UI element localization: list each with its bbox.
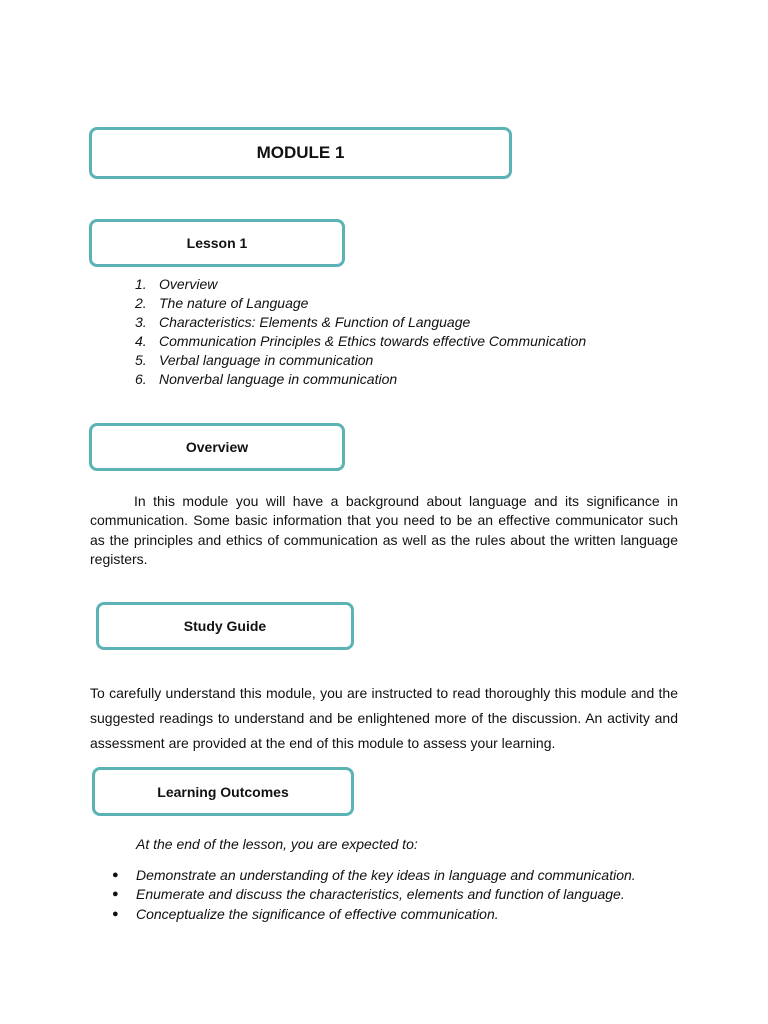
topic-number: 2. [135, 294, 147, 311]
learning-outcomes-list [112, 866, 636, 924]
bullet-icon: ● [112, 869, 119, 881]
lesson-topic-list [135, 275, 586, 388]
outcome-item [112, 905, 636, 924]
learning-outcomes-intro: At the end of the lesson, you are expected to: [136, 836, 418, 852]
study-guide-heading-box [96, 602, 354, 650]
overview-heading-box [89, 423, 345, 471]
topic-item [135, 332, 586, 351]
topic-item [135, 313, 586, 332]
topic-number: 4. [135, 332, 147, 349]
topic-item [135, 351, 586, 370]
topic-number: 6. [135, 370, 147, 387]
topic-text: Verbal language in communication [159, 351, 374, 368]
outcome-text: Enumerate and discuss the characteristics, elements and function of language. [136, 886, 625, 903]
outcome-item [112, 885, 636, 904]
topic-text: The nature of Language [159, 294, 309, 311]
module-title-box [89, 127, 512, 179]
bullet-icon: ● [112, 907, 119, 920]
study-guide-paragraph: To carefully understand this module, you are instructed to read thoroughly this module and the suggested readings to understand and be enlightened more of the discussion. An activity and assessment are provided at the end of this module to assess your learning. [90, 685, 678, 751]
outcome-text: Demonstrate an understanding of the key ideas in language and communication. [136, 867, 636, 883]
overview-paragraph: In this module you will have a background about language and its significance in communication. Some basic information that you need to be an effective communicator such as the principles and ethics of communication as well as the rules about the written language registers. [90, 493, 678, 568]
outcome-text: Conceptualize the significance of effective communication. [136, 905, 499, 922]
topic-text: Characteristics: Elements & Function of Language [159, 313, 471, 330]
topic-item [135, 294, 586, 313]
topic-number: 3. [135, 313, 147, 330]
topic-text: Overview [159, 276, 218, 292]
topic-text: Nonverbal language in communication [159, 370, 398, 387]
outcome-item [112, 866, 636, 885]
bullet-icon: ● [112, 888, 119, 901]
study-guide-heading: Study Guide [183, 618, 267, 634]
topic-number: 1. [135, 276, 147, 292]
learning-outcomes-heading-box [92, 767, 354, 816]
topic-item [135, 370, 586, 389]
topic-item [135, 275, 586, 294]
lesson-title-box [89, 219, 345, 267]
topic-text: Communication Principles & Ethics towards effective Communication [159, 332, 587, 349]
lesson-title: Lesson 1 [186, 235, 248, 251]
topic-number: 5. [135, 351, 147, 368]
overview-heading: Overview [185, 439, 249, 455]
learning-outcomes-heading: Learning Outcomes [157, 783, 289, 800]
module-title: MODULE 1 [256, 143, 345, 162]
